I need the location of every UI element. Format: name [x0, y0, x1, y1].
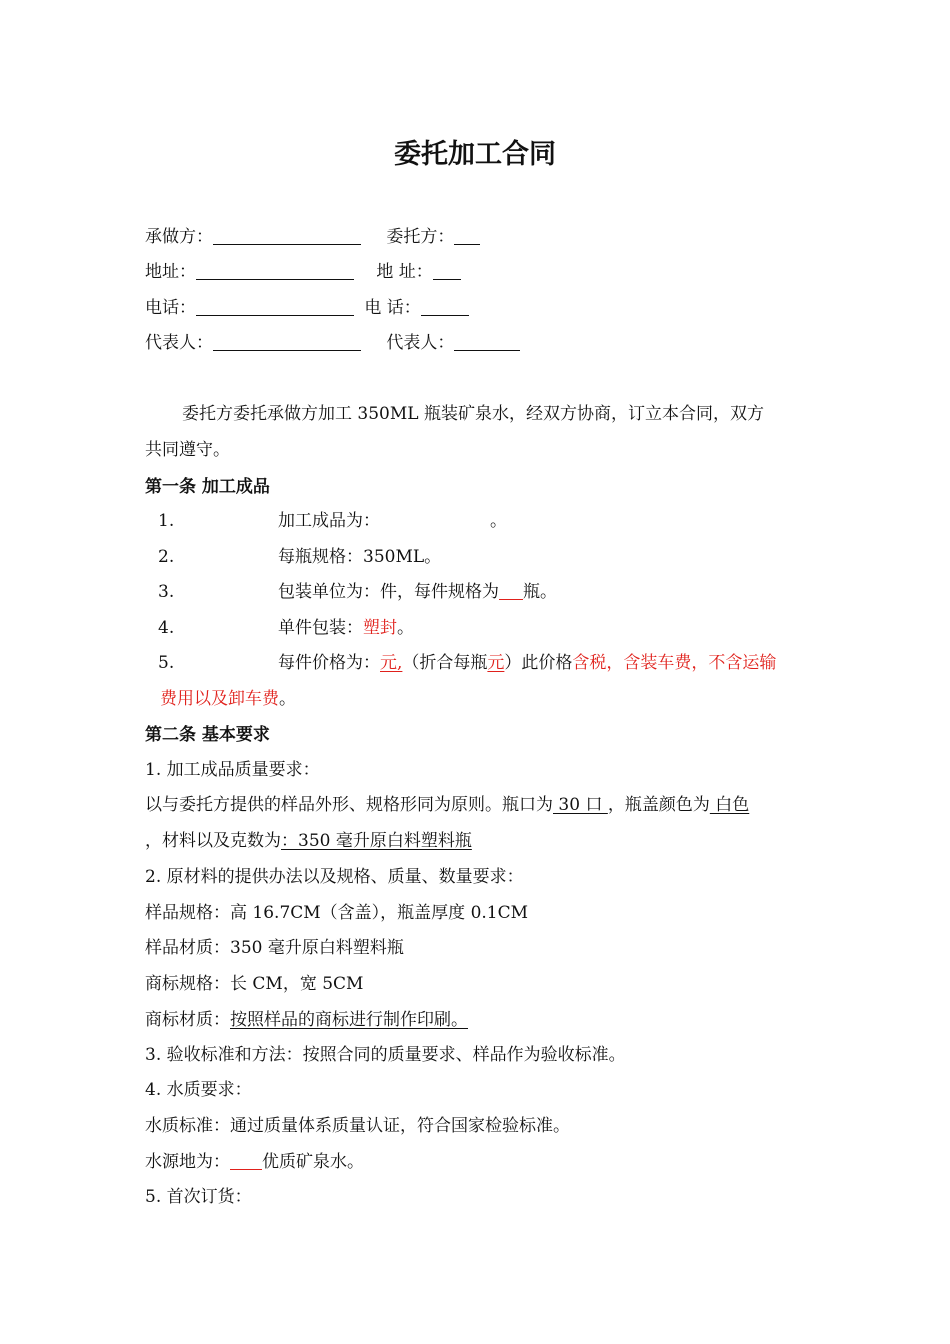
- q1-body-pre: 以与委托方提供的样品外形、规格形同为原则。瓶口为: [145, 795, 553, 815]
- phone-blank-right[interactable]: [421, 298, 469, 316]
- q1-mouth-value: 30 口: [553, 795, 608, 815]
- article2-q4: 4. 水质要求：: [145, 1080, 252, 1100]
- label-material-value: 按照样品的商标进行制作印刷。: [230, 1010, 468, 1030]
- intro-line-2: 共同遵守。: [145, 440, 230, 460]
- article1-item-3-pre: 包装单位为：件，每件规格为: [278, 582, 499, 602]
- article1-item-4-post: 。: [397, 618, 414, 638]
- article2-heading: 第二条 基本要求: [145, 725, 270, 745]
- water-source-label: 水源地为：: [145, 1152, 230, 1172]
- party-line-4: [145, 332, 520, 354]
- address-blank-left[interactable]: [196, 262, 354, 280]
- q1-cap-color: 白色: [709, 795, 750, 815]
- article1-item-1-num: 1.: [158, 511, 175, 531]
- article1-item-5-num: 5.: [158, 653, 175, 673]
- rep-label-right: 代表人：: [386, 333, 455, 353]
- address-blank-right[interactable]: [433, 262, 461, 280]
- phone-blank-left[interactable]: [196, 298, 354, 316]
- article1-item-2-num: 2.: [158, 547, 175, 567]
- party-line-2: [145, 261, 461, 283]
- phone-label-left: 电话：: [145, 298, 196, 318]
- address-label-left: 地址：: [145, 262, 196, 282]
- article1-item-5-mid2: ）此价格: [504, 653, 573, 673]
- article2-q1-body: [145, 794, 749, 816]
- party-line-1: [145, 226, 480, 248]
- water-source: [145, 1151, 364, 1173]
- article1-item-4-num: 4.: [158, 618, 175, 638]
- article1-item-3-blank[interactable]: [499, 582, 523, 600]
- q1-body-mid: ，瓶盖颜色为: [607, 795, 710, 815]
- label-material: [145, 1009, 468, 1031]
- rep-label-left: 代表人：: [145, 333, 213, 353]
- address-label-right: 地 址：: [376, 262, 433, 282]
- article1-item-5-line2-red: 费用以及卸车费: [160, 689, 279, 709]
- q1-line2-pre: ，材料以及克数为: [145, 831, 281, 851]
- article1-item-4-pre: 单件包装：: [278, 618, 363, 638]
- sample-spec: 样品规格：高 16.7CM（含盖），瓶盖厚度 0.1CM: [145, 903, 529, 923]
- client-label: 委托方：: [386, 227, 455, 247]
- client-blank[interactable]: [454, 227, 480, 245]
- article2-q5: 5. 首次订货：: [145, 1187, 252, 1207]
- water-source-blank[interactable]: [230, 1152, 262, 1170]
- contractor-blank[interactable]: [213, 227, 361, 245]
- article1-item-5-pre: 每件价格为：: [278, 653, 380, 673]
- article1-heading: 第一条 加工成品: [145, 477, 270, 497]
- water-source-value: 优质矿泉水。: [262, 1152, 364, 1172]
- phone-label-right: 电 话：: [364, 298, 421, 318]
- rep-blank-left[interactable]: [213, 333, 361, 351]
- article2-q2: 2. 原材料的提供办法以及规格、质量、数量要求：: [145, 867, 524, 887]
- label-spec: 商标规格：长 CM，宽 5CM: [145, 974, 364, 994]
- sample-material: 样品材质：350 毫升原白料塑料瓶: [145, 938, 404, 958]
- article2-q1: 1. 加工成品质量要求：: [145, 760, 320, 780]
- article1-item-2-text: 每瓶规格：350ML。: [278, 547, 442, 567]
- article2-q1-body-line2: [145, 830, 472, 852]
- article1-item-4: [278, 617, 414, 639]
- article1-item-4-red: 塑封: [363, 618, 397, 638]
- party-line-3: [145, 297, 469, 319]
- q1-material-value: ：350 毫升原白料塑料瓶: [281, 831, 472, 851]
- article1-item-1-tail: 。: [490, 511, 507, 531]
- label-material-label: 商标材质：: [145, 1010, 230, 1030]
- article1-item-1-text: 加工成品为：: [278, 511, 380, 531]
- article1-item-5-line2-end: 。: [279, 689, 296, 709]
- document-title: 委托加工合同: [394, 139, 556, 170]
- article1-item-3-num: 3.: [158, 582, 175, 602]
- article1-item-3-post: 瓶。: [523, 582, 557, 602]
- article2-q3: 3. 验收标准和方法：按照合同的质量要求、样品作为验收标准。: [145, 1045, 626, 1065]
- contractor-label: 承做方：: [145, 227, 213, 247]
- article1-item-5-unit2: 元: [487, 653, 505, 673]
- article1-item-5-line2: [160, 688, 296, 710]
- article1-item-3: [278, 581, 557, 603]
- article1-item-5: [278, 652, 776, 674]
- article1-item-1: [278, 510, 507, 532]
- intro-line-1: 委托方委托承做方加工 350ML 瓶装矿泉水，经双方协商，订立本合同，双方: [182, 404, 764, 424]
- article1-item-5-red-tail: 含税，含装车费，不含运输: [572, 653, 777, 673]
- rep-blank-right[interactable]: [454, 333, 520, 351]
- article1-item-5-mid: （折合每瓶: [402, 653, 488, 673]
- water-standard: 水质标准：通过质量体系质量认证，符合国家检验标准。: [145, 1116, 570, 1136]
- article1-item-5-unit1: 元,: [380, 653, 403, 673]
